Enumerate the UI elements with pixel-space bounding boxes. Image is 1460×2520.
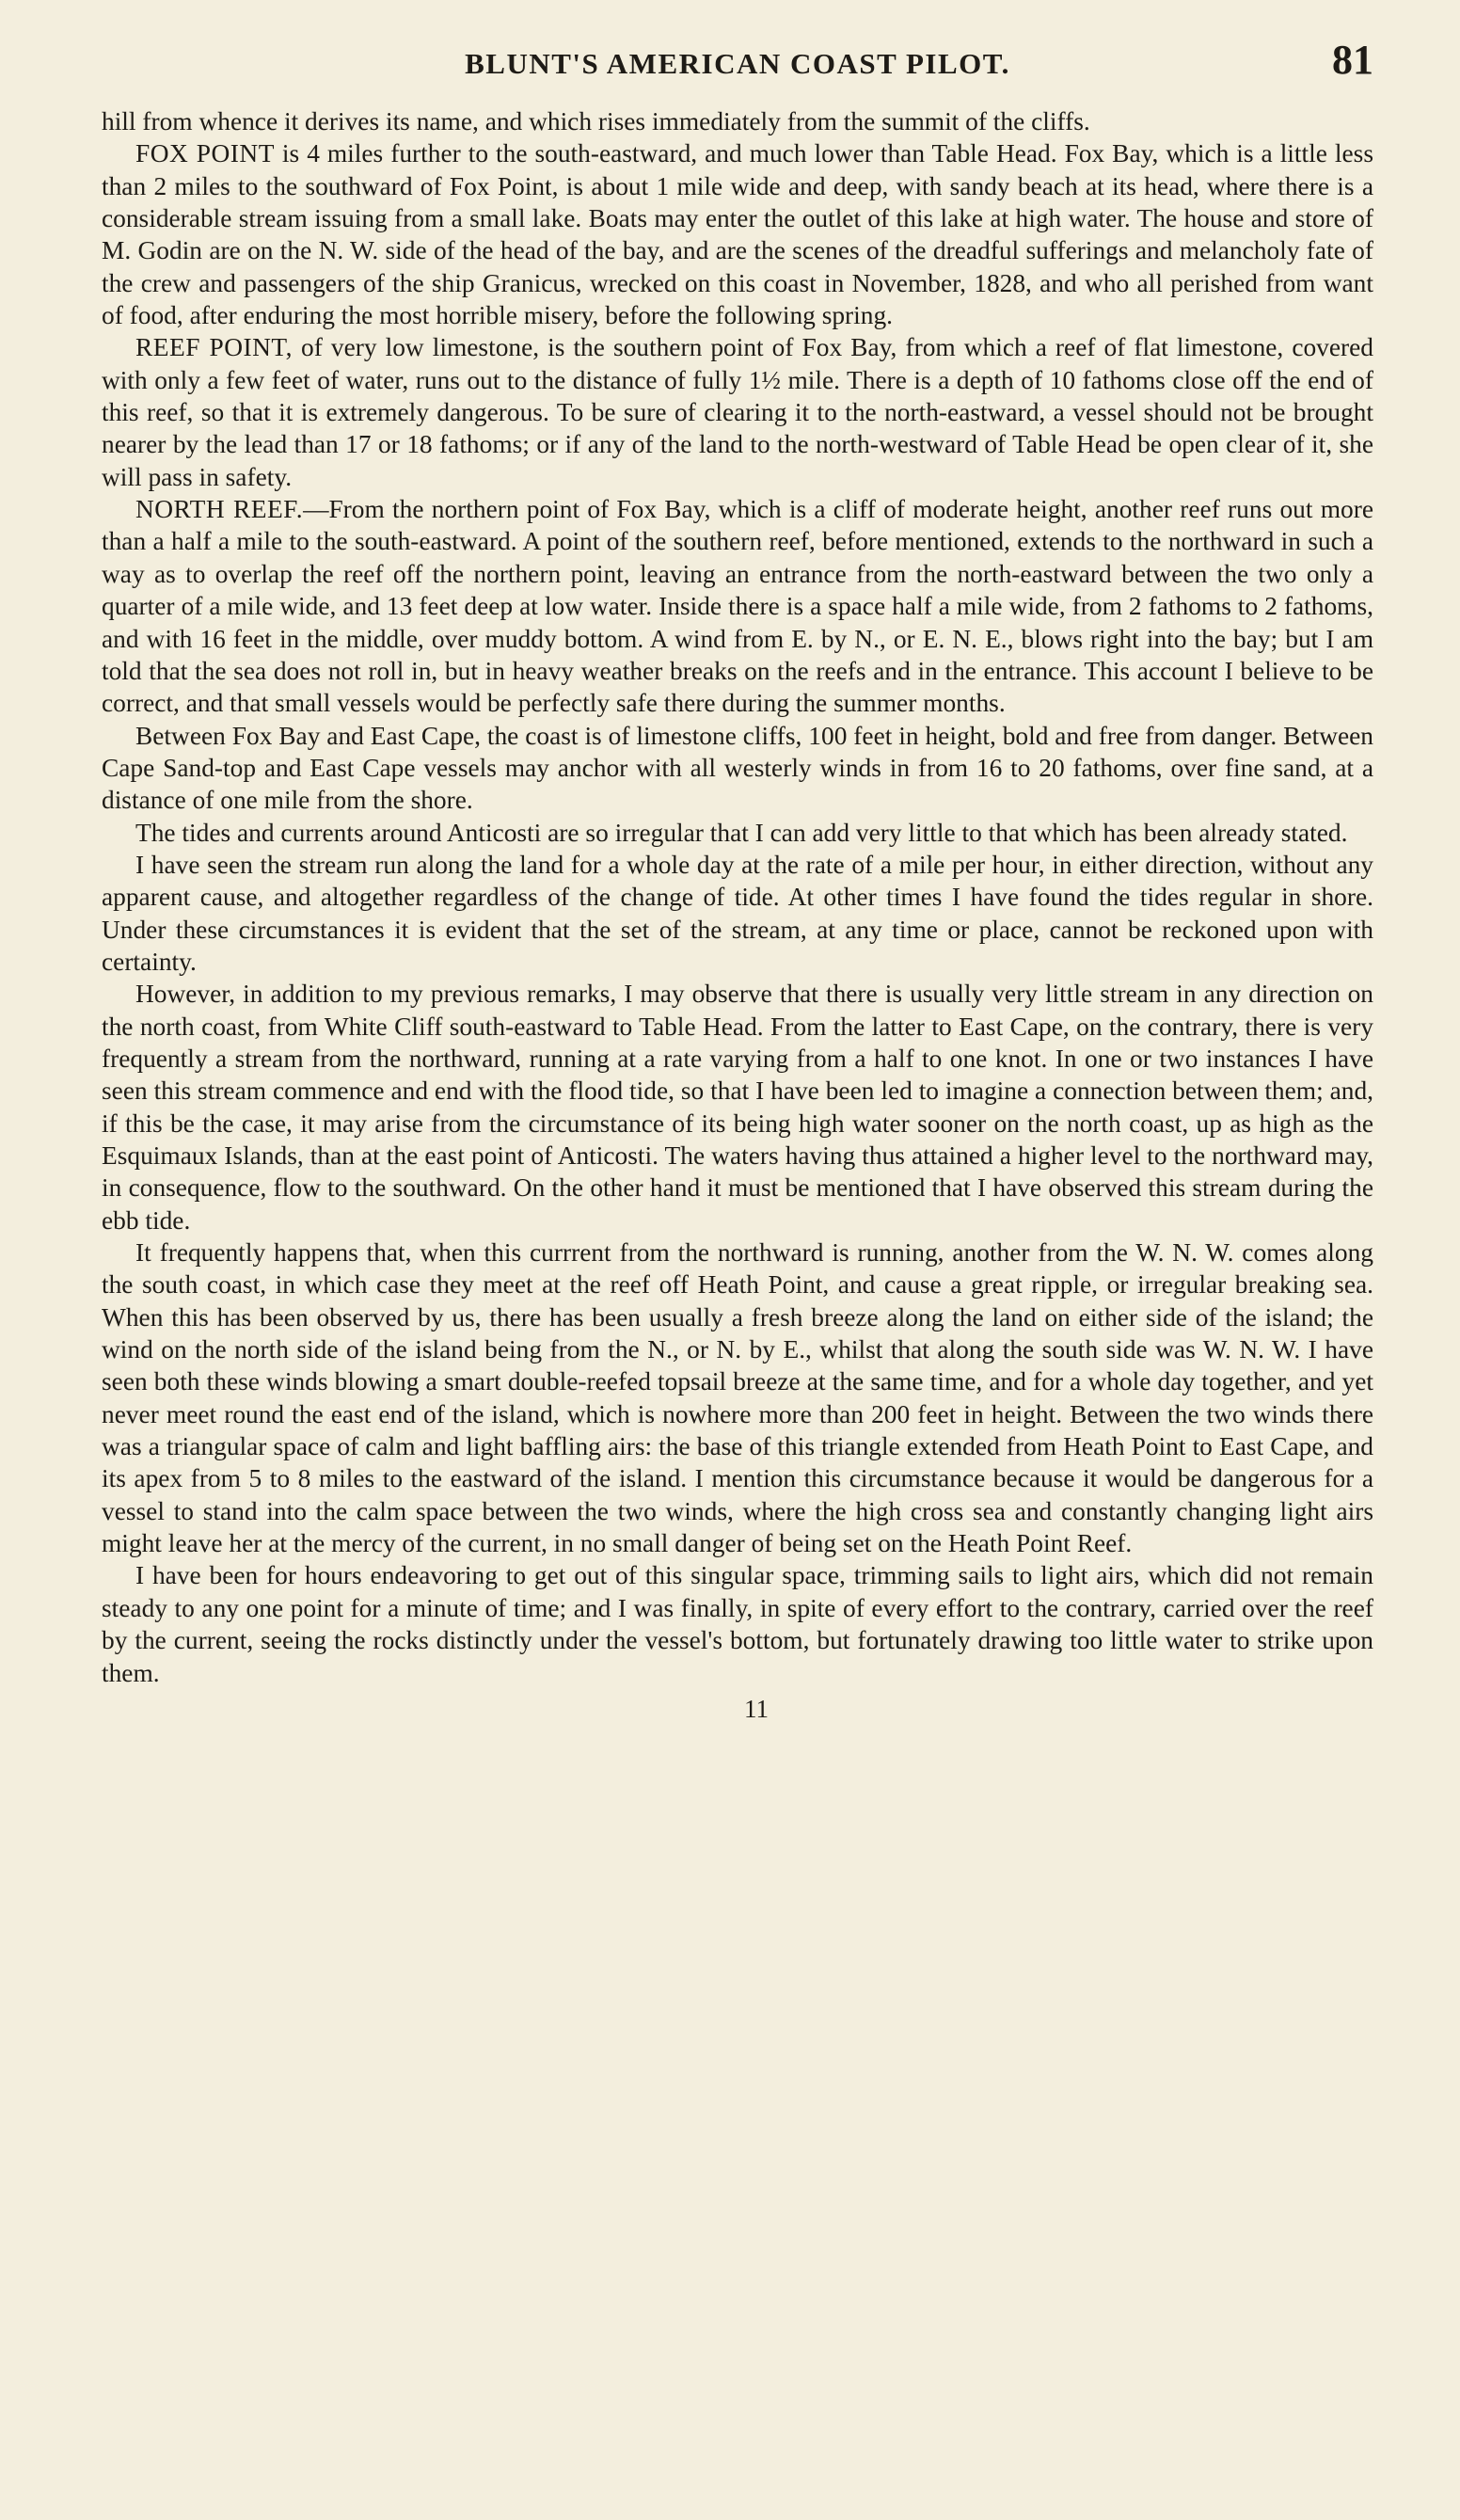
paragraph-text: of very low limestone, is the southern point of Fox Bay, from which a reef of flat limestone, covered with only a few feet of water, runs out to the distance of fully 1½ mile. There is a depth of 10 fathoms close off the end of this reef, so that it is extremely dangerous. To be sure of clearing it to the north-eastward, a vessel should not be brought nearer by the lead than 17 or 18 fathoms; or if any of the land to the north-westward of Table Head be open clear of it, she will pass in safety. [102, 333, 1374, 491]
paragraph-reef-point [102, 331, 1373, 493]
paragraph-tides [102, 817, 1373, 849]
paragraph-text: I have been for hours endeavoring to get out of this singular space, trimming sails to light airs, which did not remain steady to any one point for a minute of time; and I was finally, in spite of every effort to the contrary, carried over the reef by the current, seeing the rocks distinctly under the vessel's bottom, but fortunately drawing too little water to strike upon them. [102, 1561, 1373, 1687]
body-text [102, 105, 1373, 1689]
paragraph-text: hill from whence it derives its name, and which rises immediately from the summit of the cliffs. [102, 107, 1090, 136]
page-number: 81 [1332, 37, 1373, 83]
section-heading-north-reef: NORTH REEF. [135, 495, 304, 524]
paragraph-fox-point [102, 137, 1373, 331]
section-heading-fox-point: FOX POINT [135, 139, 275, 168]
section-heading-reef-point: REEF POINT, [135, 333, 293, 362]
paragraph-text: It frequently happens that, when this currrent from the northward is running, another from the W. N. W. comes along the south coast, in which case they meet at the reef off Heath Point, and cause a great ripple, or irregular breaking sea. When this has been observed by us, there has been usually a fresh breeze along the land on either side of the island; the wind on the north side of the island being from the N., or N. by E., whilst that along the south side was W. N. W. I have seen both these winds blowing a smart double-reefed topsail breeze at the same time, and for a whole day together, and yet never meet round the east end of the island, which is nowhere more than 200 feet in height. Between the two winds there was a triangular space of calm and light baffling airs: the base of this triangle extended from Heath Point to East Cape, and its apex from 5 to 8 miles to the eastward of the island. I mention this circumstance because it would be dangerous for a vessel to stand into the calm space between the two winds, where the high cross sea and constantly changing light airs might leave her at the mercy of the current, in no small danger of being set on the Heath Point Reef. [102, 1238, 1373, 1558]
document-page [102, 36, 1373, 1724]
paragraph-text: is 4 miles further to the south-eastward, and much lower than Table Head. Fox Bay, which is a little less than 2 miles to the southward of Fox Point, is about 1 mile wide and deep, with sandy beach at its head, where there is a considerable stream issuing from a small lake. Boats may enter the outlet of this lake at high water. The house and store of M. Godin are on the N. W. side of the head of the bay, and are the scenes of the dreadful sufferings and melancholy fate of the crew and passengers of the ship Granicus, wrecked on this coast in November, 1828, and who all perished from want of food, after enduring the most horrible misery, before the following spring. [102, 139, 1373, 330]
paragraph-calm-space [102, 1559, 1373, 1688]
paragraph-north-coast-stream [102, 978, 1373, 1236]
paragraph-fox-bay-east-cape [102, 720, 1373, 817]
paragraph-continued [102, 105, 1373, 137]
running-title: BLUNT'S AMERICAN COAST PILOT. [465, 47, 1010, 80]
paragraph-text: I have seen the stream run along the land for a whole day at the rate of a mile per hour, in either direction, without any apparent cause, and altogether regardless of the change of tide. At other times I have found the tides regular in shore. Under these circumstances it is evident that the set of the stream, at any time or place, cannot be reckoned upon with certainty. [102, 850, 1373, 976]
paragraph-text: —From the northern point of Fox Bay, which is a cliff of moderate height, another reef runs out more than a half a mile to the south-eastward. A point of the southern reef, before mentioned, extends to the northward in such a way as to overlap the reef off the northern point, leaving an entrance from the north-eastward between the two only a quarter of a mile wide, and 13 feet deep at low water. Inside there is a space half a mile wide, from 2 fathoms to 2 fathoms, and with 16 feet in the middle, over muddy bottom. A wind from E. by N., or E. N. E., blows right into the bay; but I am told that the sea does not roll in, but in heavy weather breaks on the reefs and in the entrance. This account I believe to be correct, and that small vessels would be perfectly safe there during the summer months. [102, 495, 1373, 718]
paragraph-text: However, in addition to my previous remarks, I may observe that there is usually very little stream in any direction on the north coast, from White Cliff south-eastward to Table Head. From the latter to East Cape, on the contrary, there is very frequently a stream from the northward, running at a rate varying from a half to one knot. In one or two instances I have seen this stream commence and end with the flood tide, so that I have been led to imagine a connection between them; and, if this be the case, it may arise from the circumstance of its being high water sooner on the north coast, up as high as the Esquimaux Islands, than at the east point of Anticosti. The waters having thus attained a higher level to the northward may, in consequence, flow to the southward. On the other hand it must be mentioned that I have observed this stream during the ebb tide. [102, 980, 1373, 1235]
paragraph-current-meeting [102, 1236, 1373, 1559]
signature-mark: 11 [744, 1694, 769, 1723]
paragraph-text: Between Fox Bay and East Cape, the coast is of limestone cliffs, 100 feet in height, bold and free from danger. Between Cape Sand-top and East Cape vessels may anchor with all westerly winds in from 16 to 20 fathoms, over fine sand, at a distance of one mile from the shore. [102, 721, 1373, 815]
paragraph-text: The tides and currents around Anticosti are so irregular that I can add very little to that which has been already stated. [135, 818, 1348, 847]
paragraph-north-reef [102, 493, 1373, 719]
paragraph-stream-observation [102, 849, 1373, 978]
running-head [102, 36, 1373, 92]
